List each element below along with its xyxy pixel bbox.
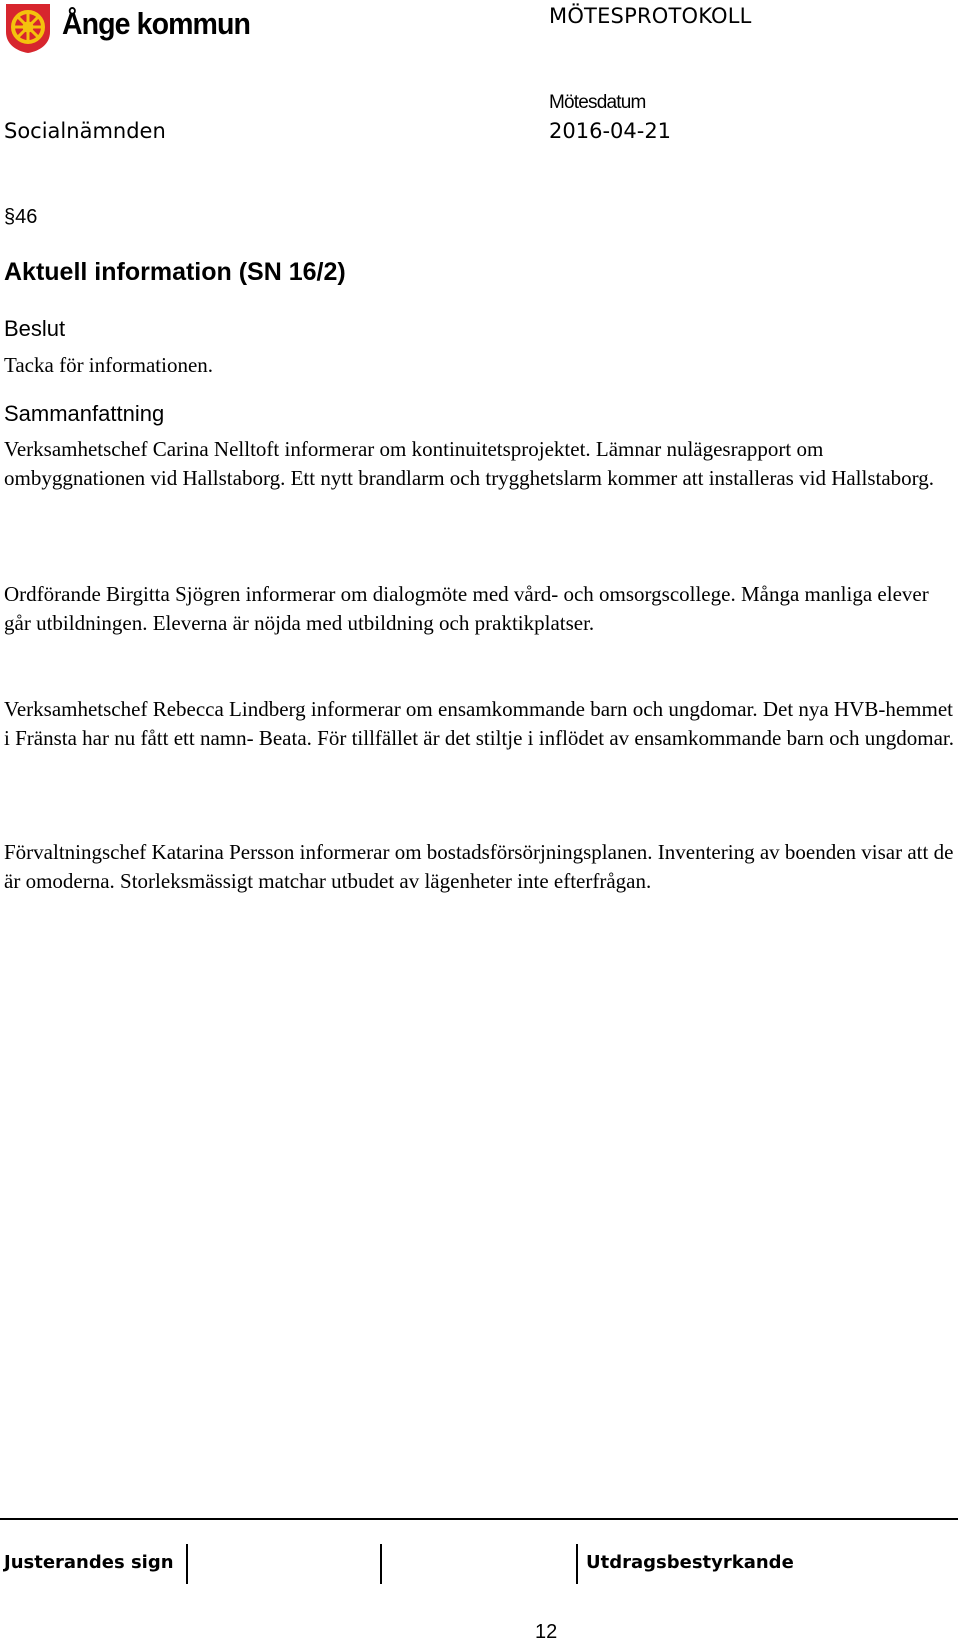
summary-paragraph: Ordförande Birgitta Sjögren informerar om dialogmöte med vård- och omsorgscollege. Många manliga elever går utbildningen. Eleverna är nöjda med utbildning och praktikplatser. — [4, 582, 929, 635]
summary-paragraph: Verksamhetschef Carina Nelltoft informerar om kontinuitetsprojektet. Lämnar nulägesrapport om ombyggnationen vid Hallstaborg. Ett nytt brandlarm och trygghetslarm kommer att installeras vid Hallstaborg. — [4, 437, 935, 490]
section-number: §46 — [4, 206, 38, 228]
decision-text: Tacka för informationen. — [4, 353, 214, 377]
municipality-logo-icon — [4, 2, 52, 54]
signature-label: Justerandes sign — [4, 1552, 174, 1573]
signature-box-divider — [186, 1544, 188, 1584]
meeting-date-label: Mötesdatum — [549, 92, 646, 113]
section-title: Aktuell information (SN 16/2) — [4, 258, 346, 286]
document-type: MÖTESPROTOKOLL — [549, 4, 752, 28]
signature-box-divider — [380, 1544, 382, 1584]
logo-text: Ånge kommun — [62, 6, 250, 41]
footer-divider — [0, 1518, 958, 1520]
signature-box-divider — [576, 1544, 578, 1584]
page-number: 12 — [535, 1621, 558, 1643]
committee-name: Socialnämnden — [4, 119, 166, 143]
extract-certification-label: Utdragsbestyrkande — [586, 1552, 794, 1573]
summary-paragraph: Förvaltningschef Katarina Persson informerar om bostadsförsörjningsplanen. Inventering av boenden visar att de är omoderna. Storleksmässigt matchar utbudet av lägenheter inte efterfrågan. — [4, 840, 954, 893]
summary-heading: Sammanfattning — [4, 401, 165, 426]
meeting-date: 2016-04-21 — [549, 119, 672, 143]
summary-paragraph: Verksamhetschef Rebecca Lindberg informerar om ensamkommande barn och ungdomar. Det nya HVB-hemmet i Fränsta har nu fått ett namn- Beata. För tillfället är det stiltje i inflödet av ensamkommande barn och ungdomar. — [4, 697, 954, 750]
decision-heading: Beslut — [4, 316, 66, 341]
